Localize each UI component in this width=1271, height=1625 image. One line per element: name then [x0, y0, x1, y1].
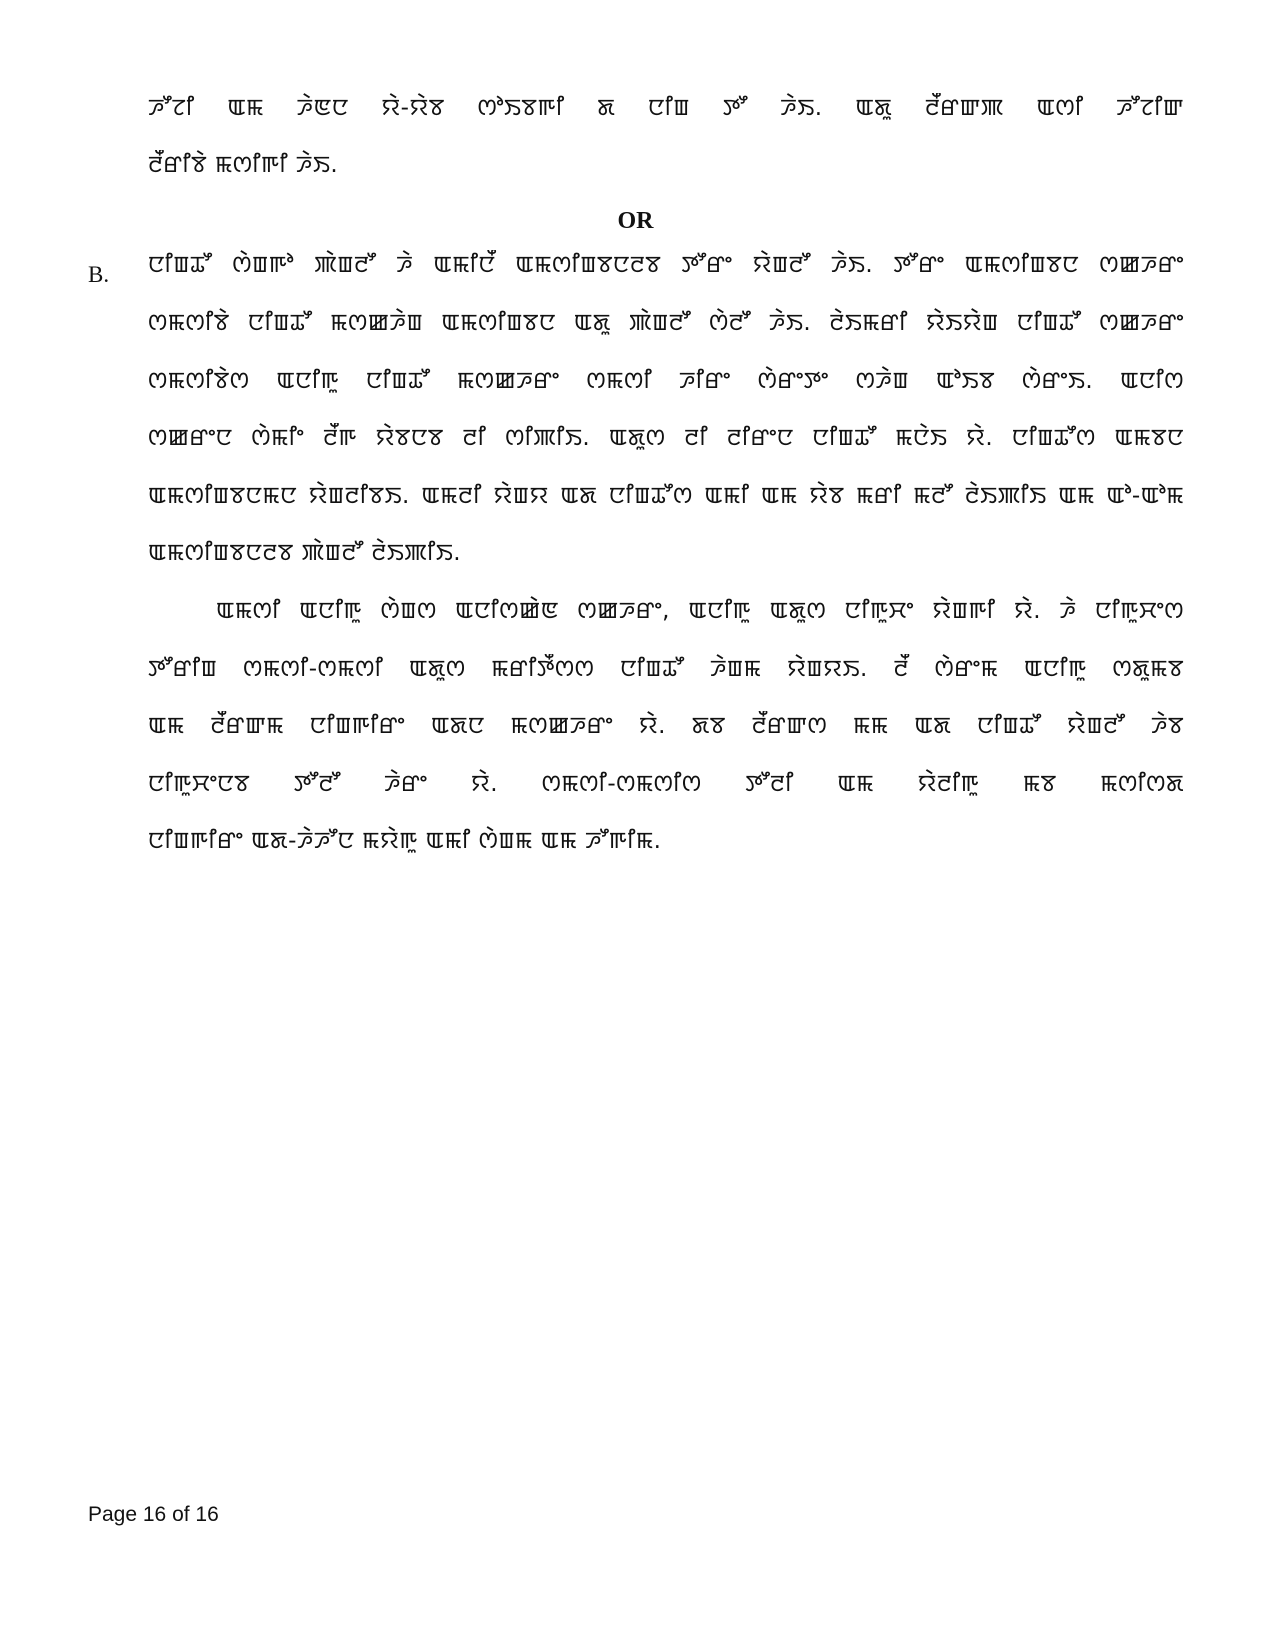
text-line: ꯁꯃꯁꯤꯕꯥꯁ ꯑꯅꯤꯒꯨ ꯅꯤꯡꯊꯧ ꯃꯁꯀꯍꯔꯦ ꯁꯃꯁꯤ ꯍꯤꯔꯦ ꯁꯥꯔꯦꯇꯦ ꯁꯍꯥꯡ ꯑꯣꯏꯕ ꯁꯥꯔꯦꯏ. ꯑꯅꯤꯁ: [148, 368, 1184, 394]
text-line: ꯁꯃꯁꯤꯕꯥ ꯅꯤꯡꯊꯧ ꯃꯁꯀꯍꯥꯡ ꯑꯃꯁꯤꯡꯕꯅ ꯑꯗꯨ ꯄꯥꯡꯂꯧ ꯁꯥꯂꯧ ꯍꯥꯏ. ꯂꯥꯏꯃꯔꯤ ꯌꯥꯏꯌꯥꯡ ꯅꯤꯡꯊꯧ ꯁꯀꯍꯔꯦ: [148, 310, 1184, 336]
text-line: ꯅꯤꯡꯒꯤꯔꯦ ꯑꯗ-ꯍꯥꯍꯧꯅ ꯃꯌꯥꯒꯨ ꯑꯃꯤ ꯁꯥꯡꯃ ꯑꯃ ꯍꯧꯒꯤꯃ.: [148, 828, 662, 854]
text-line: ꯑꯃꯁꯤꯡꯕꯅꯂꯕ ꯄꯥꯡꯂꯧ ꯂꯥꯏꯄꯤꯏ.: [148, 540, 462, 566]
text-line: ꯑꯃ ꯂꯩꯔꯛꯃ ꯅꯤꯡꯒꯤꯔꯦ ꯑꯗꯅ ꯃꯁꯀꯍꯔꯦ ꯌꯥ. ꯗꯕ ꯂꯩꯔꯛꯁ ꯃꯃ ꯑꯗ ꯅꯤꯡꯊꯧ ꯌꯥꯡꯂꯧ ꯍꯥꯕ: [148, 713, 1184, 739]
text-line: ꯅꯤꯒꯨꯆꯦꯅꯕ ꯇꯧꯂꯧ ꯍꯥꯔꯦ ꯌꯥ. ꯁꯃꯁꯤ-ꯁꯃꯁꯤꯁ ꯇꯧꯂꯤ ꯑꯃ ꯌꯥꯂꯤꯒꯨ ꯃꯕ ꯃꯁꯤꯁꯗ: [148, 771, 1184, 797]
text-line: ꯁꯀꯔꯦꯅ ꯁꯥꯃꯤꯦ ꯂꯩꯒ ꯌꯥꯕꯅꯕ ꯂꯤ ꯁꯤꯄꯤꯏ. ꯑꯗꯨꯁ ꯂꯤ ꯂꯤꯔꯦꯅ ꯅꯤꯡꯊꯧ ꯃꯅꯥꯏ ꯌꯥ. ꯅꯤꯡꯊꯧꯁ ꯑꯃꯕꯅ: [148, 425, 1184, 451]
text-line: ꯂꯩꯔꯤꯕꯥ ꯃꯁꯤꯒꯤ ꯍꯥꯏ.: [148, 152, 339, 178]
text-line: ꯍꯧꯖꯤ ꯑꯃ ꯍꯥꯟꯅ ꯌꯥ-ꯌꯥꯕ ꯁꯣꯏꯕꯒꯤ ꯗ ꯅꯤꯡ ꯇꯧ ꯍꯥꯏ. ꯑꯗꯨ ꯂꯩꯔꯛꯄ ꯑꯁꯤ ꯍꯧꯖꯤꯛ: [148, 95, 1184, 121]
section-label: B.: [88, 262, 110, 287]
or-divider: OR: [617, 208, 654, 234]
page-number: Page 16 of 16: [88, 1503, 219, 1526]
text-line: ꯇꯧꯔꯤꯡ ꯁꯃꯁꯤ-ꯁꯃꯁꯤ ꯑꯗꯨꯁ ꯃꯔꯤꯇꯩꯁꯁ ꯅꯤꯡꯊꯧ ꯍꯥꯡꯃ ꯌꯥꯡꯌꯏ. ꯂꯩ ꯁꯥꯔꯦꯃ ꯑꯅꯤꯒꯨ ꯁꯗꯨꯃꯕ: [148, 656, 1184, 682]
text-line: ꯑꯃꯁꯤꯡꯕꯅꯃꯅ ꯌꯥꯡꯂꯤꯕꯏ. ꯑꯃꯂꯤ ꯌꯥꯡꯌ ꯑꯗ ꯅꯤꯡꯊꯧꯁ ꯑꯃꯤ ꯑꯃ ꯌꯥꯕ ꯃꯔꯤ ꯃꯂꯧ ꯂꯥꯏꯄꯤꯏ ꯑꯃ ꯑꯣ-ꯑꯣꯃ: [148, 483, 1184, 509]
text-line: ꯅꯤꯡꯊꯧ ꯁꯥꯡꯒꯣ ꯄꯥꯡꯂꯧ ꯍꯥ ꯑꯃꯤꯅꯩ ꯑꯃꯁꯤꯡꯕꯅꯂꯕ ꯇꯧꯔꯦ ꯌꯥꯡꯂꯧ ꯍꯥꯏ. ꯇꯧꯔꯦ ꯑꯃꯁꯤꯡꯕꯅ ꯁꯀꯍꯔꯦ: [148, 252, 1184, 278]
text-line: ꯑꯃꯁꯤ ꯑꯅꯤꯒꯨ ꯁꯥꯡꯁ ꯑꯅꯤꯁꯀꯥꯟ ꯁꯀꯍꯔꯦ, ꯑꯅꯤꯒꯨ ꯑꯗꯨꯁ ꯅꯤꯒꯨꯆꯦ ꯌꯥꯡꯒꯤ ꯌꯥ. ꯍꯥ ꯅꯤꯒꯨꯆꯦꯁ: [216, 598, 1184, 624]
